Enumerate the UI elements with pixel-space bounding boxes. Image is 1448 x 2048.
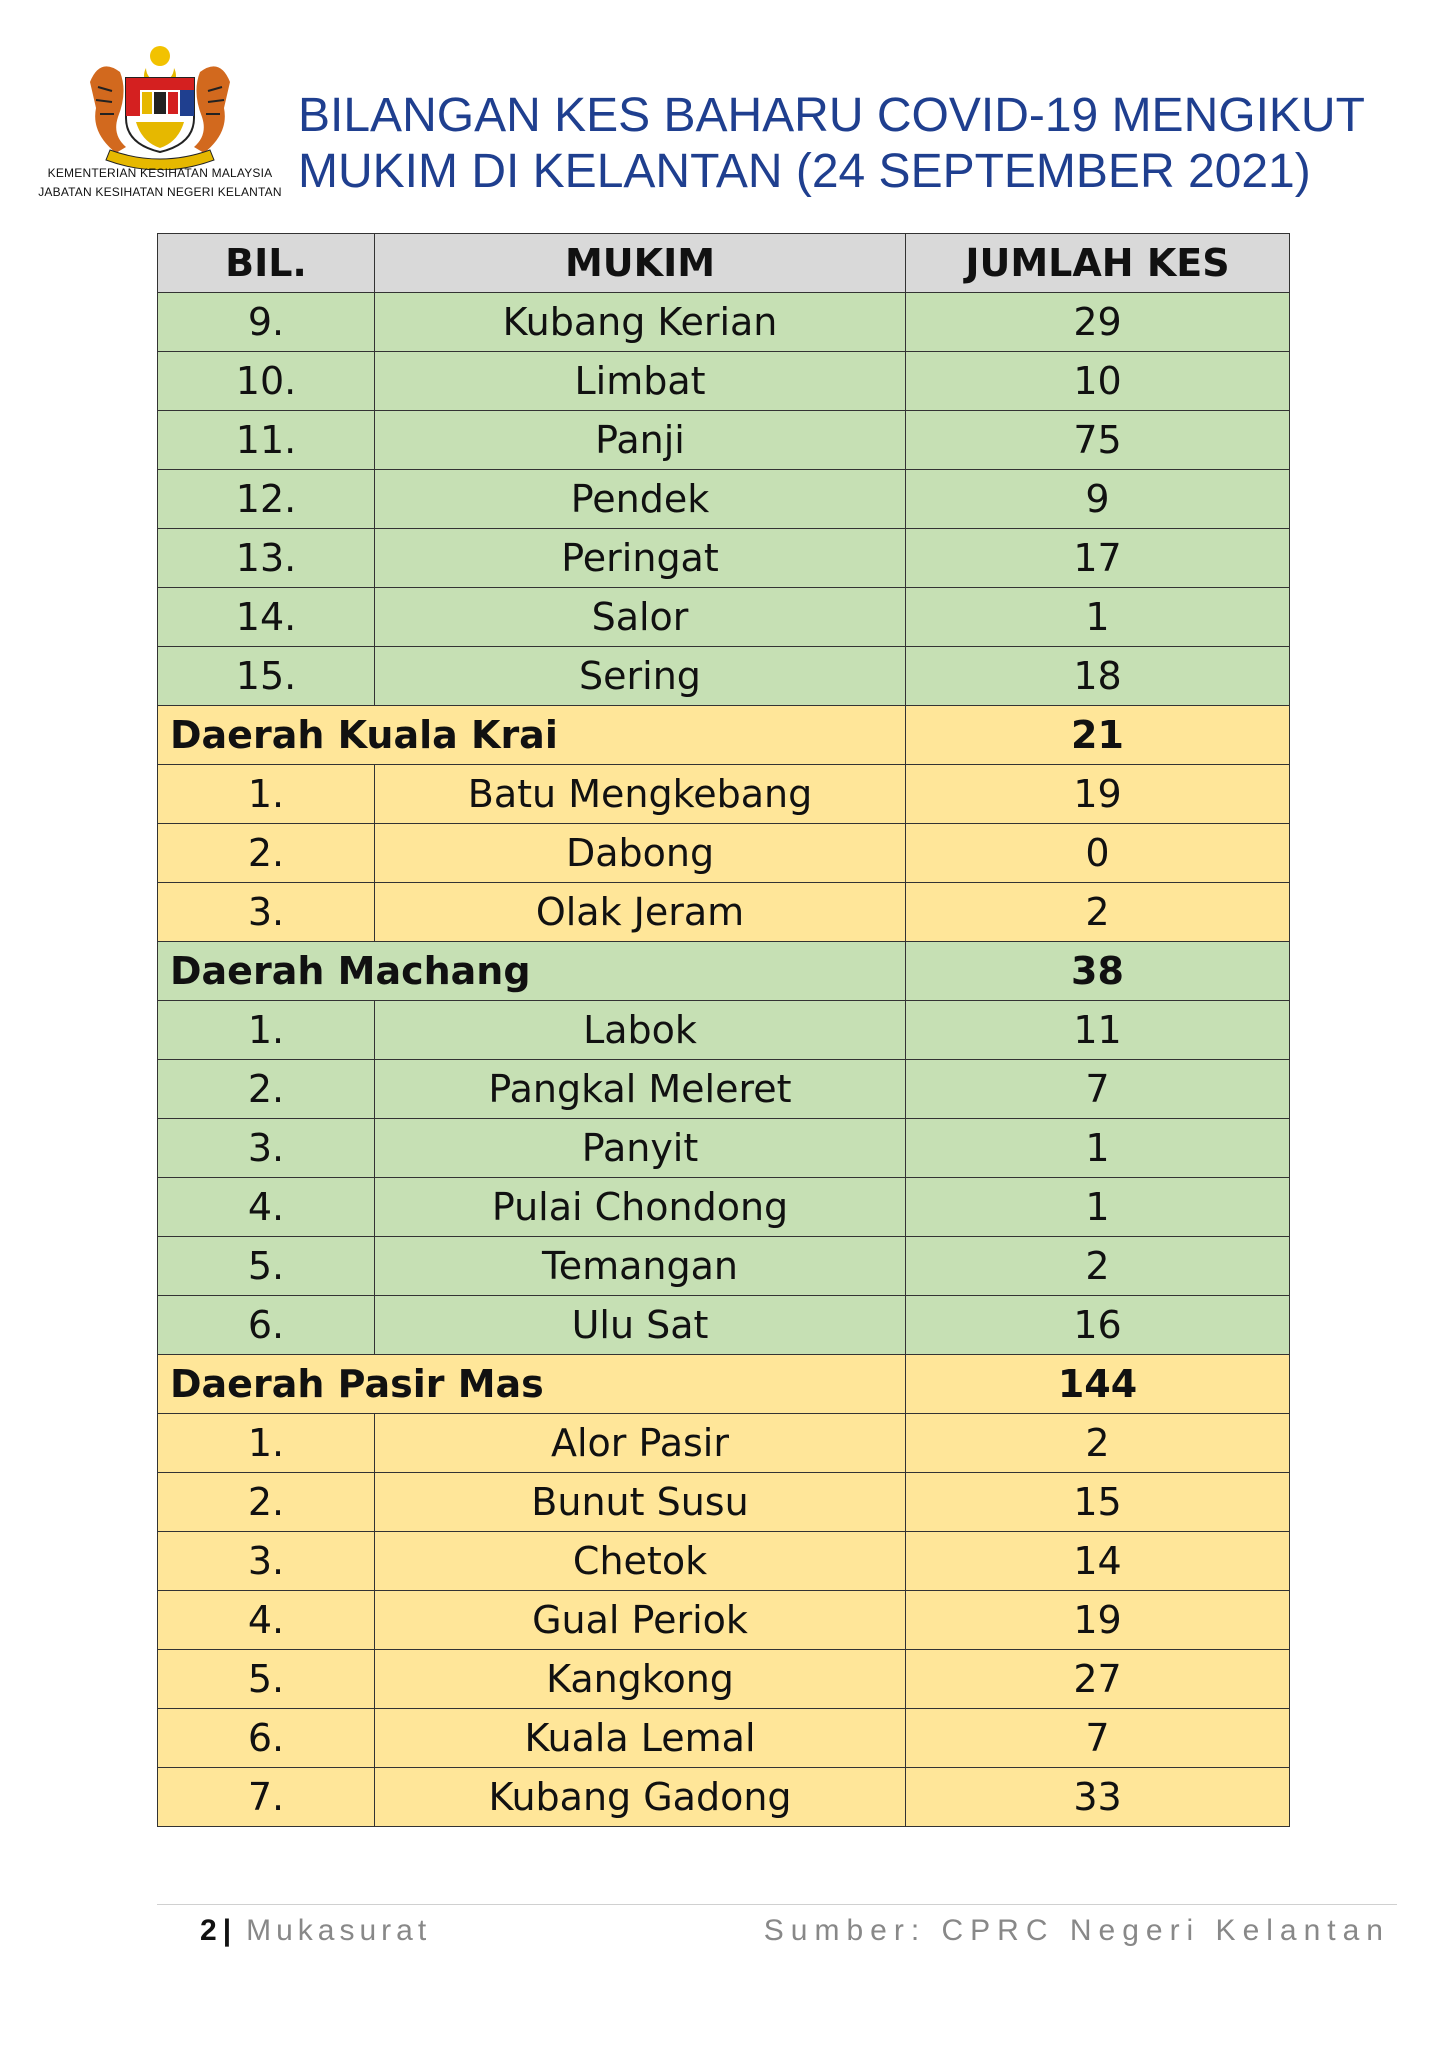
cell-bil: 7. <box>158 1768 375 1827</box>
cell-jumlah-kes: 33 <box>906 1768 1290 1827</box>
column-header-mukim: MUKIM <box>375 234 906 293</box>
cell-mukim: Kubang Kerian <box>375 293 906 352</box>
district-total: 38 <box>906 942 1290 1001</box>
coat-of-arms-icon <box>80 42 240 170</box>
cell-mukim: Kangkong <box>375 1650 906 1709</box>
table-row <box>158 765 1290 824</box>
district-row <box>158 942 1290 1001</box>
table-row <box>158 1768 1290 1827</box>
cell-mukim: Limbat <box>375 352 906 411</box>
table-row <box>158 883 1290 942</box>
cell-bil: 3. <box>158 1119 375 1178</box>
footer-separator: | <box>222 1914 237 1947</box>
cell-mukim: Alor Pasir <box>375 1414 906 1473</box>
cell-mukim: Pangkal Meleret <box>375 1060 906 1119</box>
footer-source: Sumber: CPRC Negeri Kelantan <box>763 1914 1390 1947</box>
table-row <box>158 529 1290 588</box>
cell-jumlah-kes: 2 <box>906 1414 1290 1473</box>
district-row <box>158 1355 1290 1414</box>
footer-page-info <box>200 1914 431 1948</box>
table-row <box>158 1119 1290 1178</box>
title-line-1: BILANGAN KES BAHARU COVID-19 MENGIKUT <box>298 89 1365 142</box>
cell-bil: 3. <box>158 1532 375 1591</box>
document-title <box>298 88 1408 200</box>
page-label: Mukasurat <box>246 1914 432 1947</box>
table-row <box>158 824 1290 883</box>
cell-jumlah-kes: 27 <box>906 1650 1290 1709</box>
cases-table <box>157 233 1290 1827</box>
cell-mukim: Dabong <box>375 824 906 883</box>
table-row <box>158 411 1290 470</box>
cell-mukim: Chetok <box>375 1532 906 1591</box>
cell-jumlah-kes: 7 <box>906 1060 1290 1119</box>
cell-jumlah-kes: 7 <box>906 1709 1290 1768</box>
cell-mukim: Panyit <box>375 1119 906 1178</box>
cell-jumlah-kes: 75 <box>906 411 1290 470</box>
cell-jumlah-kes: 29 <box>906 293 1290 352</box>
table-row <box>158 588 1290 647</box>
cell-bil: 3. <box>158 883 375 942</box>
district-name: Daerah Kuala Krai <box>158 706 906 765</box>
cell-mukim: Panji <box>375 411 906 470</box>
page-number: 2 <box>200 1914 217 1947</box>
table-row <box>158 1591 1290 1650</box>
cell-bil: 1. <box>158 765 375 824</box>
district-name: Daerah Pasir Mas <box>158 1355 906 1414</box>
table-row <box>158 1001 1290 1060</box>
cell-bil: 9. <box>158 293 375 352</box>
cell-mukim: Olak Jeram <box>375 883 906 942</box>
cell-mukim: Labok <box>375 1001 906 1060</box>
cell-jumlah-kes: 18 <box>906 647 1290 706</box>
cell-bil: 2. <box>158 1060 375 1119</box>
cell-jumlah-kes: 2 <box>906 1237 1290 1296</box>
table-row <box>158 352 1290 411</box>
ministry-logo-block <box>32 42 288 212</box>
table-row <box>158 1709 1290 1768</box>
cell-jumlah-kes: 11 <box>906 1001 1290 1060</box>
table-row <box>158 1414 1290 1473</box>
table-body <box>158 293 1290 1827</box>
cell-bil: 1. <box>158 1001 375 1060</box>
cell-jumlah-kes: 1 <box>906 1178 1290 1237</box>
cell-mukim: Pendek <box>375 470 906 529</box>
cell-jumlah-kes: 1 <box>906 588 1290 647</box>
cell-mukim: Kuala Lemal <box>375 1709 906 1768</box>
title-line-2: MUKIM DI KELANTAN (24 SEPTEMBER 2021) <box>298 145 1311 198</box>
cell-mukim: Pulai Chondong <box>375 1178 906 1237</box>
cell-jumlah-kes: 2 <box>906 883 1290 942</box>
cell-bil: 1. <box>158 1414 375 1473</box>
cell-bil: 6. <box>158 1709 375 1768</box>
cell-mukim: Peringat <box>375 529 906 588</box>
cell-mukim: Bunut Susu <box>375 1473 906 1532</box>
column-header-bil: BIL. <box>158 234 375 293</box>
org-name-ministry: KEMENTERIAN KESIHATAN MALAYSIA <box>47 166 273 180</box>
cell-jumlah-kes: 14 <box>906 1532 1290 1591</box>
table-row <box>158 293 1290 352</box>
cell-mukim: Temangan <box>375 1237 906 1296</box>
footer-divider <box>157 1904 1397 1905</box>
district-name: Daerah Machang <box>158 942 906 1001</box>
cell-bil: 4. <box>158 1178 375 1237</box>
cell-mukim: Batu Mengkebang <box>375 765 906 824</box>
cell-mukim: Sering <box>375 647 906 706</box>
cell-jumlah-kes: 19 <box>906 765 1290 824</box>
cell-bil: 11. <box>158 411 375 470</box>
org-name-department: JABATAN KESIHATAN NEGERI KELANTAN <box>38 185 282 199</box>
table-row <box>158 1650 1290 1709</box>
table-row <box>158 1296 1290 1355</box>
cell-jumlah-kes: 15 <box>906 1473 1290 1532</box>
cell-jumlah-kes: 10 <box>906 352 1290 411</box>
district-row <box>158 706 1290 765</box>
table-row <box>158 1532 1290 1591</box>
table-row <box>158 470 1290 529</box>
cell-mukim: Ulu Sat <box>375 1296 906 1355</box>
cell-jumlah-kes: 16 <box>906 1296 1290 1355</box>
district-total: 144 <box>906 1355 1290 1414</box>
cell-mukim: Salor <box>375 588 906 647</box>
table-row <box>158 1178 1290 1237</box>
table-row <box>158 1473 1290 1532</box>
cell-jumlah-kes: 19 <box>906 1591 1290 1650</box>
cell-bil: 13. <box>158 529 375 588</box>
table-row <box>158 1237 1290 1296</box>
table-header-row <box>158 234 1290 293</box>
cell-bil: 14. <box>158 588 375 647</box>
cell-bil: 4. <box>158 1591 375 1650</box>
cell-mukim: Gual Periok <box>375 1591 906 1650</box>
cell-bil: 10. <box>158 352 375 411</box>
table-row <box>158 1060 1290 1119</box>
cell-bil: 2. <box>158 824 375 883</box>
cell-bil: 6. <box>158 1296 375 1355</box>
cell-bil: 15. <box>158 647 375 706</box>
cell-bil: 2. <box>158 1473 375 1532</box>
table-row <box>158 647 1290 706</box>
cell-jumlah-kes: 0 <box>906 824 1290 883</box>
cell-jumlah-kes: 17 <box>906 529 1290 588</box>
cell-jumlah-kes: 1 <box>906 1119 1290 1178</box>
column-header-jumlah-kes: JUMLAH KES <box>906 234 1290 293</box>
district-total: 21 <box>906 706 1290 765</box>
cell-bil: 5. <box>158 1650 375 1709</box>
cell-mukim: Kubang Gadong <box>375 1768 906 1827</box>
cell-bil: 12. <box>158 470 375 529</box>
cell-bil: 5. <box>158 1237 375 1296</box>
cell-jumlah-kes: 9 <box>906 470 1290 529</box>
